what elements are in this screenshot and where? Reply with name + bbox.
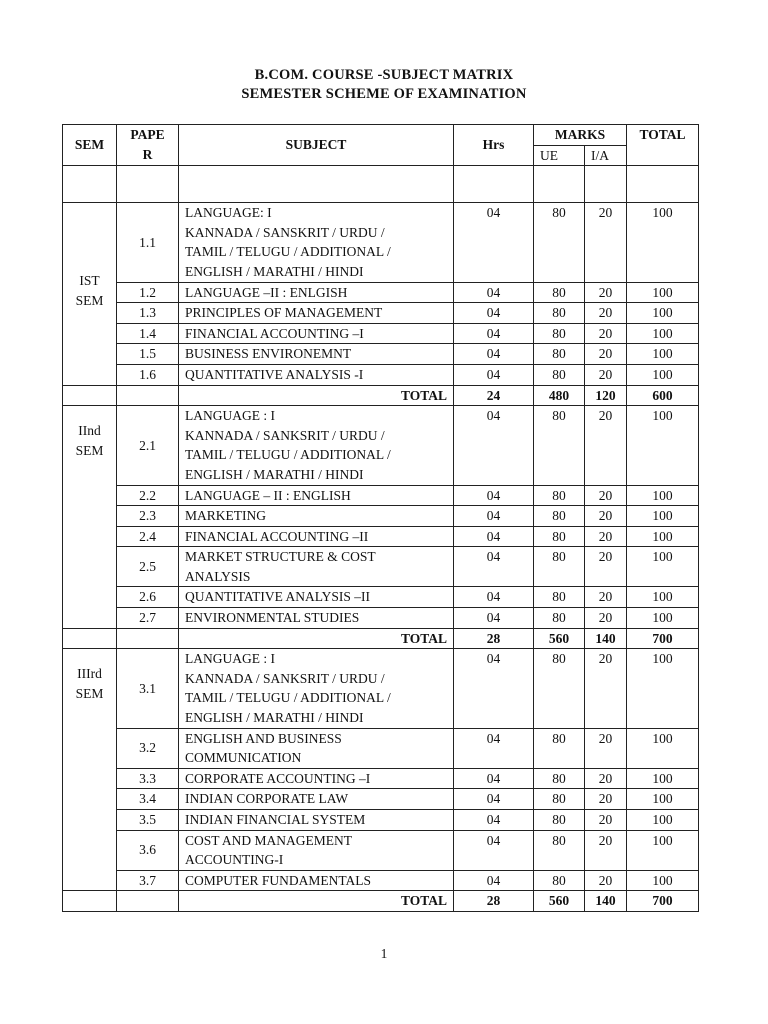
total-marks: 100 (627, 526, 699, 547)
header-total-blank (627, 145, 699, 166)
subject-name: COST AND MANAGEMENT ACCOUNTING-I (179, 830, 454, 870)
ia-marks: 20 (585, 870, 627, 891)
hours-value: 04 (454, 870, 534, 891)
total-marks: 100 (627, 649, 699, 728)
total-marks: 100 (627, 364, 699, 385)
subject-name: LANGUAGE : I KANNADA / SANKSRIT / URDU / TAMIL / TELUGU / ADDITIONAL / ENGLISH / MARATHI / HINDI (179, 406, 454, 485)
subject-name: LANGUAGE : I KANNADA / SANKSRIT / URDU / TAMIL / TELUGU / ADDITIONAL / ENGLISH / MARATHI / HINDI (179, 649, 454, 728)
total-marks: 100 (627, 282, 699, 303)
subject-name: CORPORATE ACCOUNTING –I (179, 768, 454, 789)
subject-name: MARKETING (179, 506, 454, 527)
paper-number: 2.5 (117, 547, 179, 587)
total-marks: 100 (627, 485, 699, 506)
ia-marks: 20 (585, 323, 627, 344)
paper-number: 3.6 (117, 830, 179, 870)
hours-value: 04 (454, 830, 534, 870)
subject-name: INDIAN FINANCIAL SYSTEM (179, 810, 454, 831)
hours-value: 04 (454, 364, 534, 385)
subject-name: BUSINESS ENVIRONEMNT (179, 344, 454, 365)
total-row-blank (63, 628, 117, 649)
table-row (63, 728, 699, 768)
ue-marks: 80 (534, 649, 585, 728)
table-row (63, 406, 699, 485)
ue-marks: 80 (534, 506, 585, 527)
hours-value: 04 (454, 608, 534, 629)
total-sum: 600 (627, 385, 699, 406)
total-marks: 100 (627, 608, 699, 629)
paper-number: 3.5 (117, 810, 179, 831)
total-ia: 140 (585, 891, 627, 912)
table-row (63, 587, 699, 608)
table-row (63, 870, 699, 891)
table-row (63, 323, 699, 344)
subject-name: ENVIRONMENTAL STUDIES (179, 608, 454, 629)
ue-marks: 80 (534, 406, 585, 485)
total-label: TOTAL (179, 385, 454, 406)
total-ue: 560 (534, 628, 585, 649)
subject-name: PRINCIPLES OF MANAGEMENT (179, 303, 454, 324)
hours-value: 04 (454, 810, 534, 831)
document-title: B.COM. COURSE -SUBJECT MATRIX (254, 67, 514, 83)
semester-total-row (63, 385, 699, 406)
paper-number: 2.1 (117, 406, 179, 485)
ue-marks: 80 (534, 870, 585, 891)
semester-label: IIIrd SEM (63, 649, 117, 891)
ia-marks: 20 (585, 768, 627, 789)
ue-marks: 80 (534, 608, 585, 629)
hours-value: 04 (454, 485, 534, 506)
table-body (63, 203, 699, 912)
ia-marks: 20 (585, 203, 627, 282)
hours-value: 04 (454, 406, 534, 485)
header-sem: SEM (63, 125, 117, 166)
semester-total-row (63, 891, 699, 912)
hours-value: 04 (454, 203, 534, 282)
ue-marks: 80 (534, 485, 585, 506)
table-row (63, 789, 699, 810)
header-ia: I/A (585, 145, 627, 166)
ia-marks: 20 (585, 364, 627, 385)
table-row (63, 485, 699, 506)
paper-number: 1.5 (117, 344, 179, 365)
paper-number: 2.2 (117, 485, 179, 506)
table-row (63, 344, 699, 365)
ia-marks: 20 (585, 789, 627, 810)
total-sum: 700 (627, 628, 699, 649)
hours-value: 04 (454, 506, 534, 527)
paper-number: 3.3 (117, 768, 179, 789)
ia-marks: 20 (585, 608, 627, 629)
total-ue: 560 (534, 891, 585, 912)
ia-marks: 20 (585, 830, 627, 870)
paper-number: 1.3 (117, 303, 179, 324)
total-marks: 100 (627, 810, 699, 831)
total-row-blank (117, 891, 179, 912)
header-paper: PAPE R (117, 125, 179, 166)
semester-label: IInd SEM (63, 406, 117, 629)
paper-number: 1.1 (117, 203, 179, 282)
subject-name: QUANTITATIVE ANALYSIS –II (179, 587, 454, 608)
ue-marks: 80 (534, 587, 585, 608)
paper-number: 1.4 (117, 323, 179, 344)
hours-value: 04 (454, 789, 534, 810)
header-marks: MARKS (534, 125, 627, 146)
total-marks: 100 (627, 789, 699, 810)
hours-value: 04 (454, 649, 534, 728)
table-row (63, 364, 699, 385)
table-row (63, 810, 699, 831)
total-marks: 100 (627, 344, 699, 365)
paper-number: 2.7 (117, 608, 179, 629)
subject-name: LANGUAGE –II : ENLGISH (179, 282, 454, 303)
ue-marks: 80 (534, 203, 585, 282)
hours-value: 04 (454, 282, 534, 303)
ia-marks: 20 (585, 810, 627, 831)
table-row (63, 547, 699, 587)
total-row-blank (117, 628, 179, 649)
subject-name: QUANTITATIVE ANALYSIS -I (179, 364, 454, 385)
subject-name: LANGUAGE: I KANNADA / SANSKRIT / URDU / TAMIL / TELUGU / ADDITIONAL / ENGLISH / MARATHI / HINDI (179, 203, 454, 282)
total-marks: 100 (627, 830, 699, 870)
subject-name: MARKET STRUCTURE & COST ANALYSIS (179, 547, 454, 587)
ue-marks: 80 (534, 344, 585, 365)
subject-name: FINANCIAL ACCOUNTING –II (179, 526, 454, 547)
total-hrs: 28 (454, 628, 534, 649)
total-marks: 100 (627, 870, 699, 891)
ia-marks: 20 (585, 728, 627, 768)
total-marks: 100 (627, 587, 699, 608)
header-spacer-row (63, 166, 699, 203)
ia-marks: 20 (585, 506, 627, 527)
subject-name: INDIAN CORPORATE LAW (179, 789, 454, 810)
table-row (63, 303, 699, 324)
total-marks: 100 (627, 768, 699, 789)
paper-number: 2.3 (117, 506, 179, 527)
total-marks: 100 (627, 303, 699, 324)
page-number: 1 (380, 946, 388, 961)
total-label: TOTAL (179, 891, 454, 912)
subject-name: COMPUTER FUNDAMENTALS (179, 870, 454, 891)
ia-marks: 20 (585, 303, 627, 324)
ia-marks: 20 (585, 485, 627, 506)
ue-marks: 80 (534, 303, 585, 324)
ia-marks: 20 (585, 649, 627, 728)
header-subject: SUBJECT (179, 125, 454, 166)
total-marks: 100 (627, 406, 699, 485)
table-row (63, 203, 699, 282)
document-subtitle: SEMESTER SCHEME OF EXAMINATION (241, 86, 527, 102)
total-marks: 100 (627, 323, 699, 344)
paper-number: 3.7 (117, 870, 179, 891)
hours-value: 04 (454, 323, 534, 344)
ia-marks: 20 (585, 344, 627, 365)
total-marks: 100 (627, 506, 699, 527)
paper-number: 3.2 (117, 728, 179, 768)
ia-marks: 20 (585, 406, 627, 485)
paper-number: 2.6 (117, 587, 179, 608)
table-row (63, 830, 699, 870)
table-row (63, 608, 699, 629)
hours-value: 04 (454, 303, 534, 324)
ue-marks: 80 (534, 526, 585, 547)
table-row (63, 768, 699, 789)
ue-marks: 80 (534, 547, 585, 587)
semester-label: IST SEM (63, 203, 117, 385)
paper-number: 1.6 (117, 364, 179, 385)
table-row (63, 282, 699, 303)
total-sum: 700 (627, 891, 699, 912)
ue-marks: 80 (534, 728, 585, 768)
subject-name: ENGLISH AND BUSINESS COMMUNICATION (179, 728, 454, 768)
paper-number: 3.4 (117, 789, 179, 810)
ia-marks: 20 (585, 282, 627, 303)
paper-number: 1.2 (117, 282, 179, 303)
table-row (63, 649, 699, 728)
total-ia: 120 (585, 385, 627, 406)
hours-value: 04 (454, 526, 534, 547)
total-label: TOTAL (179, 628, 454, 649)
subject-name: LANGUAGE – II : ENGLISH (179, 485, 454, 506)
ia-marks: 20 (585, 587, 627, 608)
header-ue: UE (534, 145, 585, 166)
semester-total-row (63, 628, 699, 649)
hours-value: 04 (454, 344, 534, 365)
paper-number: 3.1 (117, 649, 179, 728)
subject-name: FINANCIAL ACCOUNTING –I (179, 323, 454, 344)
ue-marks: 80 (534, 830, 585, 870)
header-total: TOTAL (627, 125, 699, 146)
total-marks: 100 (627, 547, 699, 587)
ue-marks: 80 (534, 282, 585, 303)
hours-value: 04 (454, 547, 534, 587)
table-row (63, 526, 699, 547)
ue-marks: 80 (534, 364, 585, 385)
ia-marks: 20 (585, 547, 627, 587)
ue-marks: 80 (534, 768, 585, 789)
ue-marks: 80 (534, 789, 585, 810)
paper-number: 2.4 (117, 526, 179, 547)
hours-value: 04 (454, 768, 534, 789)
subject-matrix-table (62, 124, 699, 912)
total-marks: 100 (627, 728, 699, 768)
header-hrs: Hrs (454, 125, 534, 166)
hours-value: 04 (454, 728, 534, 768)
ue-marks: 80 (534, 323, 585, 344)
total-ia: 140 (585, 628, 627, 649)
total-ue: 480 (534, 385, 585, 406)
total-hrs: 28 (454, 891, 534, 912)
total-row-blank (117, 385, 179, 406)
total-row-blank (63, 385, 117, 406)
ia-marks: 20 (585, 526, 627, 547)
ue-marks: 80 (534, 810, 585, 831)
hours-value: 04 (454, 587, 534, 608)
total-row-blank (63, 891, 117, 912)
table-row (63, 506, 699, 527)
total-hrs: 24 (454, 385, 534, 406)
total-marks: 100 (627, 203, 699, 282)
